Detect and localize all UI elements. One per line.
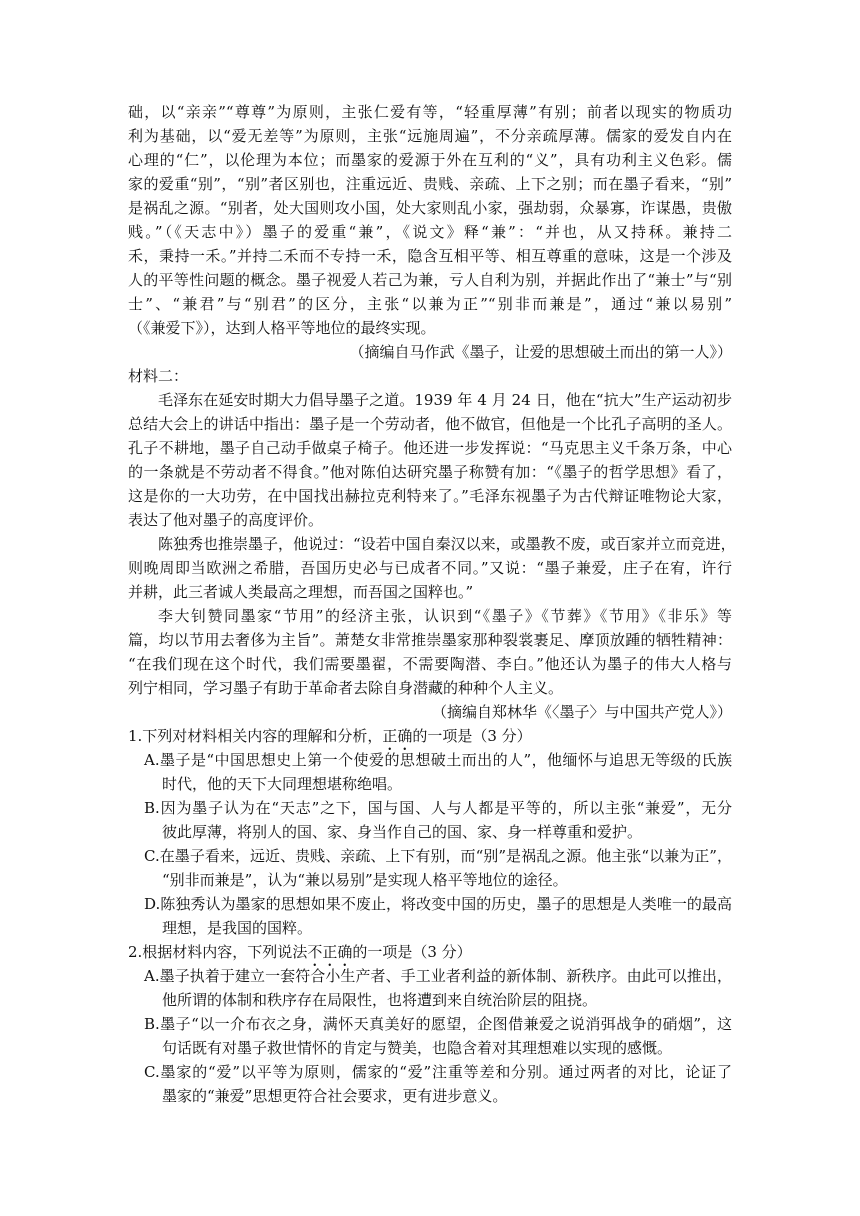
- text-line: 利为基础，以“爱无差等”为原则，主张“远施周遍”，不分亲疏厚薄。儒家的爱发自内在: [128, 127, 732, 145]
- option-b: [128, 1012, 732, 1060]
- text-line: 心理的“仁”，以伦理为本位；而墨家的爱源于外在互利的“义”，具有功利主义色彩。儒: [128, 151, 732, 169]
- text-line: 毛泽东在延安时期大力倡导墨子之道。1939 年 4 月 24 日，他在“抗大”生产运动初步: [158, 391, 732, 409]
- option-line: 时代，他的天下大同理想堪称绝唱。: [162, 775, 403, 793]
- option-line: A.墨子执着于建立一套符合小生产者、手工业者利益的新体制、新秩序。由此可以推出，: [144, 967, 732, 985]
- text-line: 是祸乱之源。“别者，处大国则攻小国，处大家则乱小家，强劫弱，众暴寡，诈谋愚，贵傲: [128, 199, 732, 217]
- option-line: 彼此厚薄，将别人的国、家、身当作自己的国、家、身一样尊重和爱护。: [162, 823, 643, 841]
- material-one-text: [128, 100, 732, 364]
- material-two-label: 材料二：: [128, 367, 189, 385]
- text-line: 则晚周即当欧洲之希腊，吾国历史必与已成者不同。”又说：“墨子兼爱，庄子在宥，许行: [128, 559, 732, 577]
- text-line: 禾，秉持一禾。”并持二禾而不专持一禾，隐含互相平等、相互尊重的意味，这是一个涉及: [128, 247, 732, 265]
- text-line: 家的爱重“别”，“别”者区别也，注重远近、贵贱、亲疏、上下之别；而在墨子看来，“别”: [128, 175, 732, 193]
- stem-text: 的一项是（3 分）: [352, 943, 472, 961]
- text-line: 贱。”（《天志中》）墨子的爱重“兼”，《说文》释“兼”：“并也，从又持秝。兼持二: [128, 223, 732, 241]
- paragraph: [128, 604, 732, 700]
- source-citation: （摘编自郑林华《〈墨子〉与中国共产党人》）: [431, 703, 732, 721]
- stem-emphasis: 不正确: [307, 943, 353, 961]
- option-c: [128, 844, 732, 892]
- text-line: 表达了他对墨子的高度评价。: [128, 511, 324, 529]
- option-line: A.墨子是“中国思想史上第一个使爱的思想破土而出的人”，他缅怀与追思无等级的氏族: [144, 751, 732, 769]
- paragraph: [128, 532, 736, 604]
- stem-emphasis: 正确: [382, 727, 413, 745]
- option-d: [128, 892, 732, 940]
- option-line: 理想，是我国的国粹。: [162, 919, 313, 937]
- option-line: “别非而兼是”，认为“兼以易别”是实现人格平等地位的途径。: [162, 871, 568, 889]
- option-line: 墨家的“兼爱”思想更符合社会要求，更有进步意义。: [162, 1087, 508, 1105]
- option-line: 句话既有对墨子救世情怀的肯定与赞美，也隐含着对其理想难以实现的感慨。: [162, 1039, 673, 1057]
- text-line: “在我们现在这个时代，我们需要墨翟，不需要陶潜、李白。”他还认为墨子的伟大人格与: [128, 655, 732, 673]
- text-line: 列宁相同，学习墨子有助于革命者去除自身潜藏的种种个人主义。: [128, 679, 564, 697]
- source-citation: （摘编自马作武《墨子，让爱的思想破土而出的第一人》）: [349, 343, 732, 361]
- question-1: [128, 724, 732, 940]
- text-line: 并耕，此三者诚人类最高之理想，而吾国之国粹也。”: [128, 583, 474, 601]
- text-line: 李大钊赞同墨家“节用”的经济主张，认识到“《墨子》《节葬》《节用》《非乐》等: [158, 607, 732, 625]
- option-line: B.因为墨子认为在“天志”之下，国与国、人与人都是平等的，所以主张“兼爱”，无分: [144, 799, 732, 817]
- text-line: 篇，均以节用去奢侈为主旨”。萧楚女非常推崇墨家那种裂裳裹足、摩顶放踵的牺牲精神：: [128, 631, 732, 649]
- option-c: [128, 1060, 732, 1108]
- paragraph: [128, 388, 732, 532]
- text-line: 人的平等性问题的概念。墨子视爱人若己为兼，亏人自利为别，并据此作出了“兼士”与“别: [128, 271, 732, 289]
- option-line: 他所谓的体制和秩序存在局限性，也将遭到来自统治阶层的阻挠。: [162, 991, 598, 1009]
- option-b: [128, 796, 732, 844]
- option-line: B.墨子“以一介布衣之身，满怀天真美好的愿望，企图借兼爱之说消弭战争的硝烟”，这: [144, 1015, 732, 1033]
- stem-text: 的一项是（3 分）: [412, 727, 532, 745]
- stem-text: 1.下列对材料相关内容的理解和分析，: [128, 727, 383, 745]
- text-line: 孔子不耕地，墨子自己动手做桌子椅子。他还进一步发挥说：“马克思主义千条万条，中心: [128, 439, 732, 457]
- text-line: 础，以“亲亲”“尊尊”为原则，主张仁爱有等，“轻重厚薄”有别；前者以现实的物质功: [128, 103, 732, 121]
- stem-text: 2.根据材料内容，下列说法: [128, 943, 308, 961]
- text-line: （《兼爱下》），达到人格平等地位的最终实现。: [128, 319, 436, 337]
- material-two: [128, 364, 736, 724]
- text-line: 总结大会上的讲话中指出：墨子是一个劳动者，他不做官，但他是一个比孔子高明的圣人。: [128, 415, 732, 433]
- option-a: [128, 964, 732, 1012]
- option-line: C.在墨子看来，远近、贵贱、亲疏、上下有别，而“别”是祸乱之源。他主张“以兼为正”，: [144, 847, 732, 865]
- option-line: D.陈独秀认为墨家的思想如果不废止，将改变中国的历史，墨子的思想是人类唯一的最高: [144, 895, 732, 913]
- text-line: 陈独秀也推崇墨子，他说过：“设若中国自秦汉以来，或墨教不废，或百家并立而竞进，: [158, 535, 736, 553]
- text-line: 士”、“兼君”与“别君”的区分，主张“以兼为正”“别非而兼是”，通过“兼以易别”: [128, 295, 732, 313]
- option-a: [128, 748, 732, 796]
- text-line: 这是你的一大功劳，在中国找出赫拉克利特来了。”毛泽东视墨子为古代辩证唯物论大家，: [128, 487, 732, 505]
- question-stem: [128, 724, 732, 748]
- option-line: C.墨家的“爱”以平等为原则，儒家的“爱”注重等差和分别。通过两者的对比，论证了: [144, 1063, 732, 1081]
- question-2: [128, 940, 732, 1108]
- text-line: 的一条就是不劳动者不得食。”他对陈伯达研究墨子称赞有加：“《墨子的哲学思想》看了，: [128, 463, 732, 481]
- question-stem: [128, 940, 732, 964]
